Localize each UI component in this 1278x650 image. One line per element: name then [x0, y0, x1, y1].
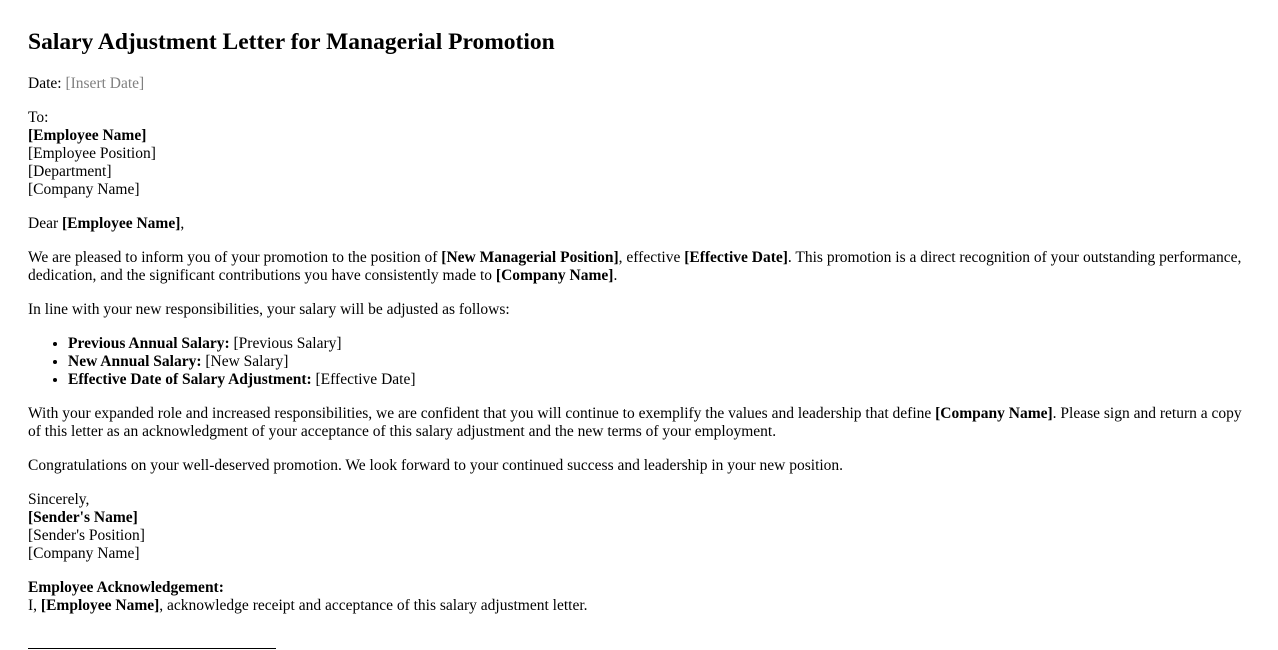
p1-part3: . This promotion is a direct recognition of your outstanding performance, dedication, and the significant contributions you have consistently made to: [28, 249, 1242, 284]
p1-part4: .: [613, 267, 618, 284]
recipient-department: [Department]: [28, 163, 112, 180]
page-title: Salary Adjustment Letter for Managerial Promotion: [28, 29, 555, 55]
greeting-suffix: ,: [180, 215, 185, 232]
p3-company: [Company Name]: [935, 405, 1053, 422]
p3-part2: . Please sign and return a copy of this letter as an acknowledgment of your acceptance of this salary adjustment and the new terms of your employment.: [28, 405, 1242, 440]
sender-position: [Sender's Position]: [28, 527, 145, 544]
list-item: [68, 353, 1250, 371]
sender-company: [Company Name]: [28, 545, 140, 562]
salary-item-label: New Annual Salary:: [68, 353, 202, 370]
salary-list: [28, 335, 1250, 389]
recipient-company: [Company Name]: [28, 181, 140, 198]
closing-salutation: Sincerely,: [28, 491, 90, 508]
signature-line: [28, 648, 276, 649]
recipient-position: [Employee Position]: [28, 145, 156, 162]
p3-part1: With your expanded role and increased responsibilities, we are confident that you will continue to exemplify the values and leadership that define: [28, 405, 932, 422]
greeting-name: [Employee Name]: [62, 215, 181, 232]
p1-company: [Company Name]: [495, 267, 614, 284]
paragraph-congratulations: Congratulations on your well-deserved promotion. We look forward to your continued success and leadership in your new position.: [28, 457, 844, 474]
date-label: Date:: [28, 75, 62, 92]
acknowledgement-text-line: [28, 597, 1250, 615]
p1-part2: , effective: [618, 249, 681, 266]
list-item: [68, 335, 1250, 353]
recipient-block: [28, 109, 1250, 199]
sender-name: [Sender's Name]: [28, 509, 138, 526]
ack-name: [Employee Name]: [40, 597, 160, 614]
list-item: [68, 371, 1250, 389]
to-label: To:: [28, 109, 49, 126]
salary-item-label: Previous Annual Salary:: [68, 335, 230, 352]
p1-part1: We are pleased to inform you of your promotion to the position of: [28, 249, 438, 266]
date-value: [Insert Date]: [65, 75, 145, 92]
paragraph-promotion: [28, 249, 1250, 285]
paragraph-salary-intro: In line with your new responsibilities, your salary will be adjusted as follows:: [28, 301, 510, 318]
closing-block: [28, 491, 1250, 563]
salary-item-value: [Previous Salary]: [233, 335, 342, 352]
date-line: [28, 75, 1250, 93]
paragraph-role: [28, 405, 1250, 441]
p1-effective-date: [Effective Date]: [684, 249, 788, 266]
greeting: [28, 215, 1250, 233]
recipient-name: [Employee Name]: [28, 127, 147, 144]
acknowledgement-block: [28, 579, 1250, 615]
ack-text: , acknowledge receipt and acceptance of this salary adjustment letter.: [159, 597, 588, 614]
salary-item-label: Effective Date of Salary Adjustment:: [68, 371, 312, 388]
salary-item-value: [New Salary]: [205, 353, 289, 370]
ack-prefix: I,: [28, 597, 38, 614]
p1-position: [New Managerial Position]: [441, 249, 619, 266]
greeting-prefix: Dear: [28, 215, 59, 232]
salary-item-value: [Effective Date]: [315, 371, 416, 388]
acknowledgement-heading: Employee Acknowledgement:: [28, 579, 224, 596]
